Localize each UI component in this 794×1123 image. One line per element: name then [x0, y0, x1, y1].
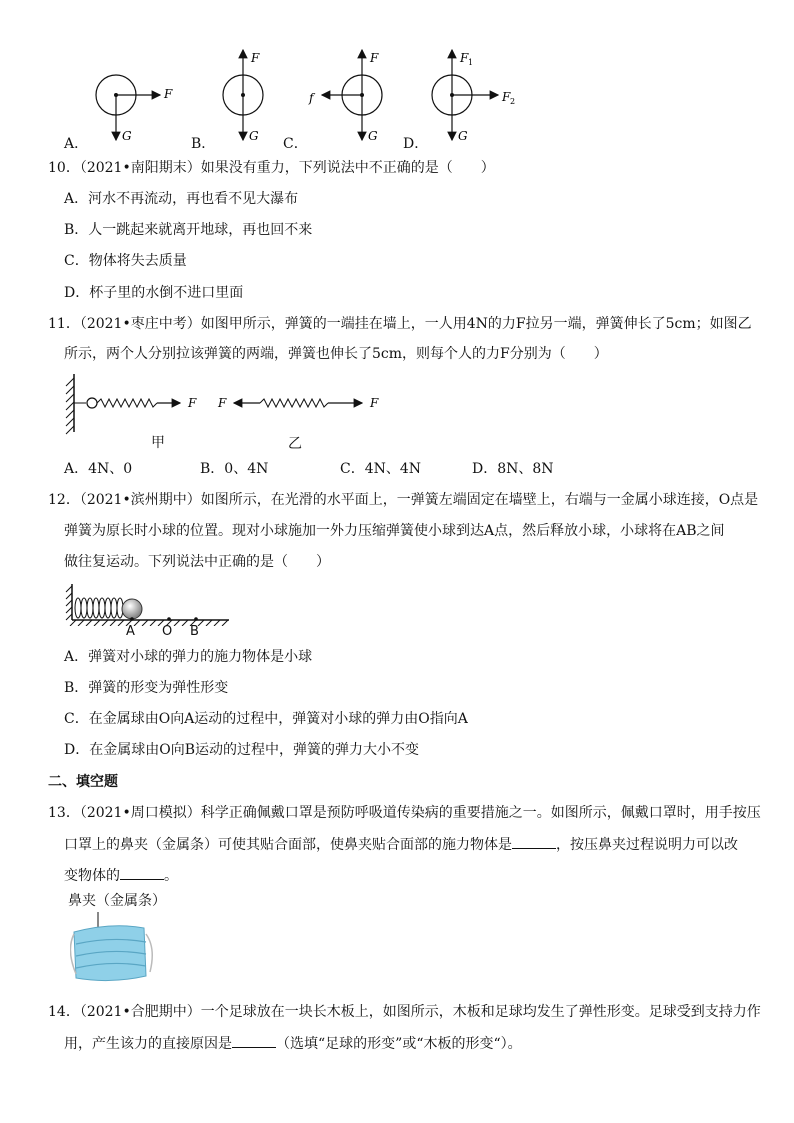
q10-option-d: D．杯子里的水倒不进口里面	[64, 285, 244, 301]
q14-text-2a: 用，产生该力的直接原因是	[64, 1036, 232, 1052]
q13-text-3b: 。	[164, 868, 178, 884]
q9-options	[0, 40, 794, 160]
mask-figure	[70, 910, 156, 990]
label-G: G	[122, 129, 132, 143]
q12-option-c: C．在金属球由O向A运动的过程中，弹簧对小球的弹力由O指向A	[64, 711, 468, 727]
point-o-label: O	[162, 624, 173, 639]
answer-blank[interactable]	[232, 1033, 276, 1048]
option-c-label: C．	[283, 136, 308, 152]
label-F1: F	[460, 51, 469, 65]
label-F: F	[370, 51, 379, 65]
label-F2-sub: 2	[510, 97, 516, 106]
q13-stem-line2	[64, 834, 738, 855]
q11-option-c: C．4N、4N	[340, 461, 422, 477]
q12-stem-line3: 做往复运动。下列说法中正确的是（ ）	[64, 554, 330, 570]
q11-spring-figure	[60, 370, 400, 460]
q14-text-2b: （选填“足球的形变”或“木板的形变“）。	[276, 1036, 522, 1052]
label-G: G	[368, 129, 378, 143]
q13-stem-line3	[64, 865, 178, 886]
diagram-b	[223, 50, 263, 143]
fig-yi-label: 乙	[288, 436, 302, 452]
label-f: f	[309, 91, 314, 105]
diagram-a	[96, 75, 173, 143]
q12-option-a: A．弹簧对小球的弹力的施力物体是小球	[64, 649, 313, 665]
q10-stem: 10．（2021•南阳期末）如果没有重力，下列说法中不正确的是（ ）	[48, 160, 495, 176]
q12-option-b: B．弹簧的形变为弹性形变	[64, 680, 229, 696]
option-d-label: D．	[403, 136, 429, 152]
label-G: G	[458, 129, 468, 143]
q13-text-3a: 变物体的	[64, 868, 120, 884]
label-F: F	[251, 51, 260, 65]
q10-option-c: C．物体将失去质量	[64, 253, 187, 269]
answer-blank[interactable]	[512, 834, 556, 849]
answer-blank[interactable]	[120, 865, 164, 880]
label-G: G	[249, 129, 259, 143]
q10-option-b: B．人一跳起来就离开地球，再也回不来	[64, 222, 313, 238]
point-a-label: A	[126, 624, 135, 639]
q11-stem-line1: 11．（2021•枣庄中考）如图甲所示，弹簧的一端挂在墙上，一人用4N的力F拉另一端，弹簧伸长了5cm；如图乙	[48, 316, 752, 332]
label-F1-sub: 1	[468, 58, 474, 67]
q11-option-b: B．0、4N	[200, 461, 269, 477]
label-F: F	[188, 396, 197, 410]
diagram-d	[432, 50, 515, 143]
q14-stem-line1: 14．（2021•合肥期中）一个足球放在一块长木板上，如图所示，木板和足球均发生了弹性形变。足球受到支持力作	[48, 1004, 761, 1020]
label-F: F	[164, 87, 173, 101]
point-b-label: B	[190, 624, 199, 639]
q13-stem-line1: 13．（2021•周口模拟）科学正确佩戴口罩是预防呼吸道传染病的重要措施之一。如图所示，佩戴口罩时，用手按压	[48, 805, 761, 821]
diagram-c	[308, 50, 382, 143]
q10-option-a: A．河水不再流动，再也看不见大瀑布	[64, 191, 299, 207]
label-F: F	[370, 396, 379, 410]
option-b-label: B．	[191, 136, 216, 152]
q9-force-diagrams	[0, 40, 794, 160]
q11-option-a: A．4N、0	[64, 461, 133, 477]
fig-jia-label: 甲	[151, 435, 165, 451]
option-a-label: A．	[64, 136, 89, 152]
q13-text-2b: ，按压鼻夹过程说明力可以改	[556, 837, 738, 853]
q11-stem-line2: 所示，两个人分别拉该弹簧的两端，弹簧也伸长了5cm，则每个人的力F分别为（ ）	[64, 346, 608, 362]
label-F2: F	[502, 90, 511, 104]
q12-stem-line1: 12．（2021•滨州期中）如图所示，在光滑的水平面上，一弹簧左端固定在墙壁上，右端与一金属小球连接，O点是	[48, 492, 759, 508]
section-heading: 二、填空题	[48, 774, 118, 790]
q12-option-d: D．在金属球由O向B运动的过程中，弹簧的弹力大小不变	[64, 742, 419, 758]
q12-stem-line2: 弹簧为原长时小球的位置。现对小球施加一外力压缩弹簧使小球到达A点，然后释放小球，小球将在AB之间	[64, 523, 725, 539]
q12-spring-ball-figure	[64, 580, 244, 626]
q13-text-2a: 口罩上的鼻夹（金属条）可使其贴合面部，使鼻夹贴合面部的施力物体是	[64, 837, 512, 853]
nose-clip-label: 鼻夹（金属条）	[68, 893, 166, 909]
q11-option-d: D．8N、8N	[472, 461, 554, 477]
label-F: F	[218, 396, 227, 410]
q14-stem-line2	[64, 1033, 522, 1054]
